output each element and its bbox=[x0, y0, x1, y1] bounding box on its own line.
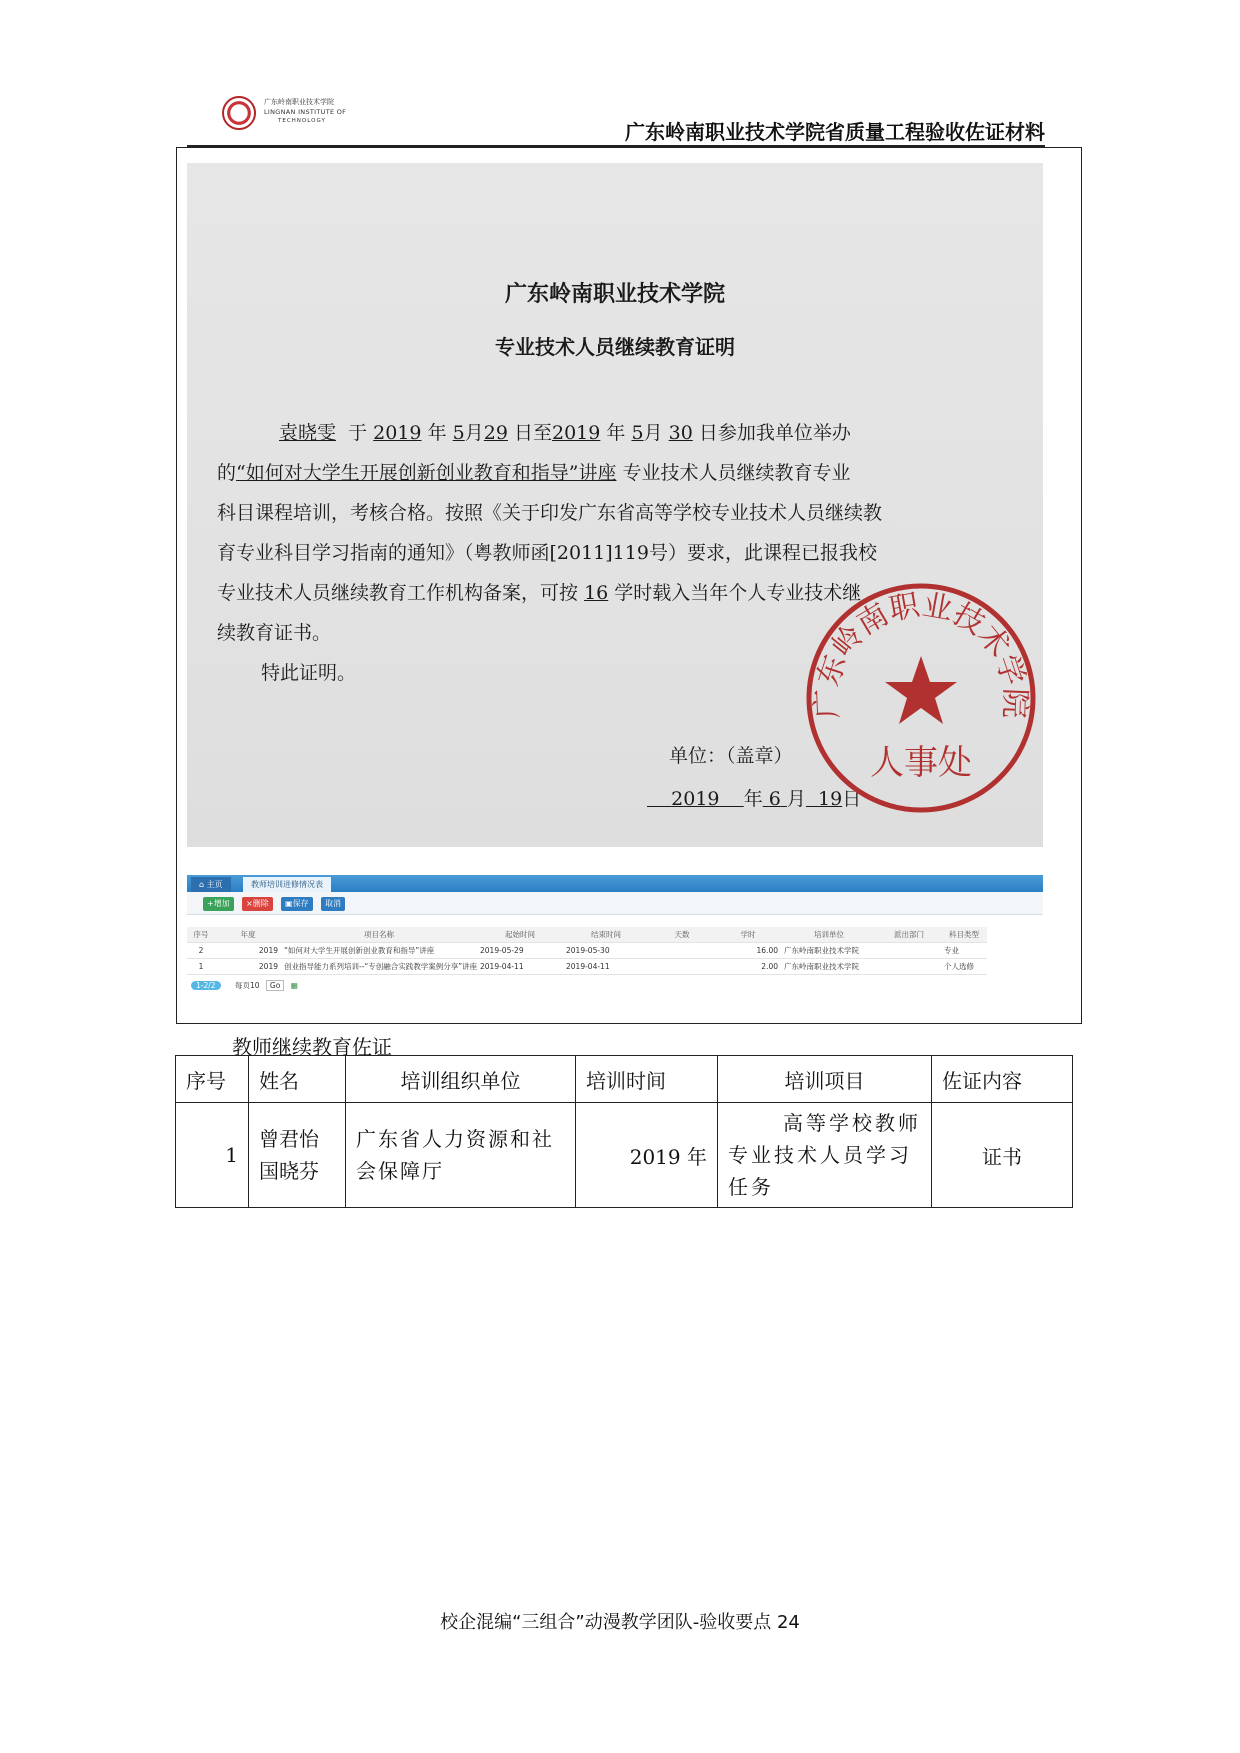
cell-hours: 16.00 bbox=[715, 943, 781, 959]
plus-icon: + bbox=[207, 899, 214, 908]
tab-training-records[interactable] bbox=[243, 877, 331, 892]
cell-index: 1 bbox=[187, 959, 215, 975]
end-month: 5 bbox=[631, 422, 644, 444]
cell-hours: 2.00 bbox=[715, 959, 781, 975]
cell-days bbox=[649, 943, 715, 959]
header-time: 培训时间 bbox=[576, 1056, 718, 1103]
close-icon: × bbox=[246, 899, 253, 908]
text-fragment: 年 bbox=[427, 422, 447, 444]
date-month-value: 6 bbox=[768, 788, 781, 810]
col-header[interactable]: 天数 bbox=[649, 927, 715, 943]
cancel-label: 取消 bbox=[325, 899, 341, 908]
home-icon: ⌂ bbox=[199, 880, 207, 889]
start-day: 29 bbox=[483, 422, 508, 444]
text-fragment: 年 bbox=[743, 788, 763, 810]
cell-index: 2 bbox=[187, 943, 215, 959]
cell-type: 个人选修 bbox=[941, 959, 987, 975]
training-system-screenshot bbox=[187, 875, 1043, 995]
col-header[interactable]: 年度 bbox=[215, 927, 281, 943]
cell-days bbox=[649, 959, 715, 975]
start-year: 2019 bbox=[373, 422, 422, 444]
table-row[interactable] bbox=[187, 959, 987, 975]
col-header[interactable]: 项目名称 bbox=[281, 927, 477, 943]
cancel-button[interactable] bbox=[321, 897, 345, 911]
save-label: 保存 bbox=[292, 899, 309, 908]
date-day-value: 19 bbox=[818, 788, 843, 810]
row-organizer bbox=[346, 1103, 576, 1208]
org-line: 广东省人力资源和社 bbox=[356, 1127, 554, 1151]
trainee-name: 袁晓雯 bbox=[279, 422, 337, 444]
table-header-row bbox=[187, 927, 987, 943]
project-line: 高等学校教师 bbox=[783, 1111, 921, 1135]
tab-home[interactable] bbox=[191, 877, 231, 892]
col-header[interactable]: 序号 bbox=[187, 927, 215, 943]
text-fragment: 于 bbox=[348, 422, 368, 444]
training-records-table bbox=[187, 927, 987, 975]
credit-hours: 16 bbox=[584, 582, 609, 604]
text-fragment: 学时载入当年个人专业技术继 bbox=[614, 582, 862, 604]
stamp-star-icon bbox=[885, 656, 957, 724]
text-fragment: 的 bbox=[217, 462, 237, 484]
text-fragment: 月 bbox=[786, 788, 806, 810]
unit-seal-label: 单位：（盖章） bbox=[669, 745, 793, 767]
college-seal-icon bbox=[222, 96, 256, 130]
certificate-line-6: 续教育证书。 bbox=[217, 622, 332, 644]
tab-bar bbox=[187, 875, 1043, 892]
text-fragment: 月 bbox=[643, 422, 663, 444]
certificate-line-3: 科目课程培训，考核合格。按照《关于印发广东省高等学校专业技术人员继续教 bbox=[217, 502, 883, 524]
delete-label: 删除 bbox=[252, 899, 269, 908]
cell-start: 2019-04-11 bbox=[477, 959, 563, 975]
pager bbox=[191, 980, 298, 991]
cell-year: 2019 bbox=[215, 943, 281, 959]
header-project: 培训项目 bbox=[718, 1056, 932, 1103]
header-name: 姓名 bbox=[249, 1056, 346, 1103]
date-month bbox=[763, 788, 787, 810]
course-title: “如何对大学生开展创新创业教育和指导”讲座 bbox=[236, 462, 617, 484]
date-year bbox=[647, 788, 744, 810]
certificate-line-4: 育专业科目学习指南的通知》（粤教师函[2011]119号）要求，此课程已报我校 bbox=[217, 542, 877, 564]
row-time: 2019 年 bbox=[576, 1103, 718, 1208]
add-label: 增加 bbox=[213, 899, 230, 908]
cell-end: 2019-04-11 bbox=[563, 959, 649, 975]
row-names bbox=[249, 1103, 346, 1208]
project-line: 专业技术人员学习 bbox=[728, 1143, 912, 1167]
cell-dept bbox=[877, 959, 941, 975]
text-fragment: 专业技术人员继续教育工作机构备案，可按 bbox=[217, 582, 579, 604]
stamp-department: 人事处 bbox=[870, 743, 972, 783]
cell-project: 创业指导能力系列培训--“专创融合实践教学案例分享”讲座 bbox=[281, 959, 477, 975]
certificate-photo bbox=[187, 163, 1043, 847]
row-index: 1 bbox=[176, 1103, 249, 1208]
cell-project: “如何对大学生开展创新创业教育和指导”讲座 bbox=[281, 943, 477, 959]
stamp-arc-text: 广东岭南职业技术学院 bbox=[809, 587, 1033, 720]
col-header[interactable]: 派出部门 bbox=[877, 927, 941, 943]
row-project bbox=[718, 1103, 932, 1208]
name-line: 曾君怡 bbox=[259, 1127, 319, 1151]
start-month: 5 bbox=[452, 422, 465, 444]
certificate-title: 广东岭南职业技术学院 bbox=[504, 282, 725, 307]
end-day: 30 bbox=[668, 422, 693, 444]
evidence-header-row bbox=[176, 1056, 1073, 1103]
end-year: 2019 bbox=[552, 422, 601, 444]
toolbar bbox=[187, 892, 1043, 915]
closing-text: 特此证明。 bbox=[261, 662, 357, 684]
col-header[interactable]: 培训单位 bbox=[781, 927, 877, 943]
logo-english-name-2: TECHNOLOGY bbox=[278, 118, 326, 124]
col-header[interactable]: 结束时间 bbox=[563, 927, 649, 943]
project-line: 任务 bbox=[728, 1175, 774, 1199]
go-button[interactable]: Go bbox=[266, 980, 284, 991]
col-header[interactable]: 学时 bbox=[715, 927, 781, 943]
export-excel-icon[interactable]: ▦ bbox=[290, 981, 298, 990]
text-fragment: 日 bbox=[842, 788, 862, 810]
text-fragment: 日至 bbox=[513, 422, 552, 444]
table-row bbox=[176, 1103, 1073, 1208]
cell-year: 2019 bbox=[215, 959, 281, 975]
text-fragment: 日参加我单位举办 bbox=[698, 422, 851, 444]
page-range-badge: 1-2/2 bbox=[191, 981, 221, 990]
evidence-caption: 教师继续教育佐证 bbox=[232, 1035, 392, 1059]
logo-english-name: LINGNAN INSTITUTE OF bbox=[264, 108, 347, 116]
evidence-table bbox=[175, 1055, 1073, 1208]
college-logo bbox=[220, 94, 360, 134]
header-organizer: 培训组织单位 bbox=[346, 1056, 576, 1103]
official-stamp bbox=[801, 578, 1041, 818]
header-index: 序号 bbox=[176, 1056, 249, 1103]
cell-type: 专业 bbox=[941, 943, 987, 959]
cell-end: 2019-05-30 bbox=[563, 943, 649, 959]
tab-home-label: 主页 bbox=[206, 880, 223, 889]
add-button[interactable] bbox=[203, 897, 234, 911]
certificate-subtitle: 专业技术人员继续教育证明 bbox=[495, 335, 735, 359]
certificate-line-1 bbox=[217, 413, 1017, 453]
certificate-line-2 bbox=[217, 453, 1017, 493]
cell-dept bbox=[877, 943, 941, 959]
cell-org: 广东岭南职业技术学院 bbox=[781, 959, 877, 975]
save-icon: ▣ bbox=[285, 899, 293, 908]
header-evidence: 佐证内容 bbox=[932, 1056, 1073, 1103]
row-evidence: 证书 bbox=[932, 1103, 1073, 1208]
name-line: 国晓芬 bbox=[259, 1159, 319, 1183]
text-fragment: 年 bbox=[606, 422, 626, 444]
col-header[interactable]: 起始时间 bbox=[477, 927, 563, 943]
cell-start: 2019-05-29 bbox=[477, 943, 563, 959]
page-footer: 校企混编“三组合”动漫教学团队-验收要点 24 bbox=[440, 1612, 800, 1633]
text-fragment: 专业技术人员继续教育专业 bbox=[622, 462, 851, 484]
text-fragment: 月 bbox=[464, 422, 484, 444]
page-size-select[interactable]: 每页10 bbox=[234, 981, 260, 990]
date-year-value: 2019 bbox=[671, 788, 720, 810]
save-button[interactable] bbox=[281, 897, 313, 911]
delete-button[interactable] bbox=[242, 897, 273, 911]
page-header-title: 广东岭南职业技术学院省质量工程验收佐证材料 bbox=[625, 120, 1045, 144]
table-row[interactable] bbox=[187, 943, 987, 959]
tab-training-label: 教师培训进修情况表 bbox=[251, 880, 323, 889]
cell-org: 广东岭南职业技术学院 bbox=[781, 943, 877, 959]
logo-chinese-name: 广东岭南职业技术学院 bbox=[264, 98, 334, 106]
col-header[interactable]: 科目类型 bbox=[941, 927, 987, 943]
org-line: 会保障厅 bbox=[356, 1159, 444, 1183]
